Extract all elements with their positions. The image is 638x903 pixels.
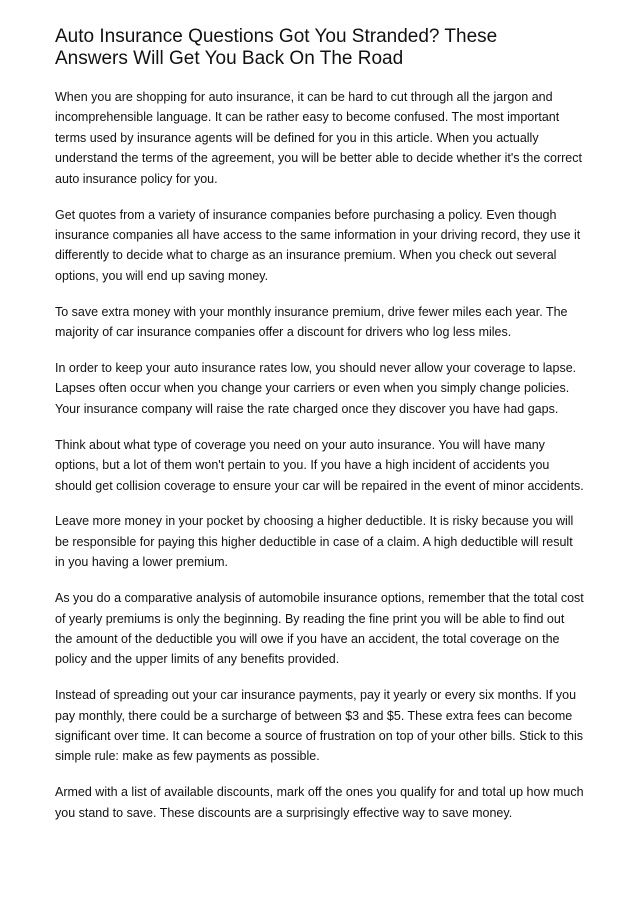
- title-line-1: Auto Insurance Questions Got You Stranded? These: [55, 26, 498, 47]
- document-title: [55, 26, 585, 70]
- title-line-2: Answers Will Get You Back On The Road: [55, 48, 404, 69]
- paragraph-5: Think about what type of coverage you need on your auto insurance. You will have many options, but a lot of them won't pertain to you. If you have a high incident of accidents you should get collision coverage to ensure your car will be repaired in the event of minor accidents.: [55, 437, 584, 493]
- paragraph-7: As you do a comparative analysis of automobile insurance options, remember that the total cost of yearly premiums is only the beginning. By reading the fine print you will be able to find out the amount of the deductible you will owe if you have an accident, the total coverage on the policy and the upper limits of any benefits provided.: [55, 591, 584, 667]
- document-page: [55, 26, 585, 839]
- paragraph-9: Armed with a list of available discounts, mark off the ones you qualify for and total up how much you stand to save. These discounts are a surprisingly effective way to save money.: [55, 785, 584, 820]
- paragraph-3: To save extra money with your monthly insurance premium, drive fewer miles each year. The majority of car insurance companies offer a discount for drivers who log less miles.: [55, 304, 568, 340]
- document-body: [55, 87, 585, 823]
- paragraph-4: In order to keep your auto insurance rates low, you should never allow your coverage to lapse. Lapses often occur when you change your carriers or even when you simply change policies. Your insurance company will raise the rate charged once they discover you have had gaps.: [55, 360, 577, 416]
- paragraph-8: Instead of spreading out your car insurance payments, pay it yearly or every six months. If you pay monthly, there could be a surcharge of between $3 and $5. These extra fees can become significant over time. It can become a source of frustration on top of your other bills. Stick to this simple rule: make as few payments as possible.: [55, 688, 584, 764]
- paragraph-1: When you are shopping for auto insurance, it can be hard to cut through all the jargon and incomprehensible language. It can be rather easy to become confused. The most important terms used by insurance agents will be defined for you in this article. When you actually understand the terms of the agreement, you will be better able to decide whether it's the correct auto insurance policy for you.: [55, 90, 582, 186]
- paragraph-2: Get quotes from a variety of insurance companies before purchasing a policy. Even though insurance companies all have access to the same information in your driving record, they use it differently to decide what to charge as an insurance premium. When you check out several options, you will end up saving money.: [55, 207, 581, 283]
- paragraph-6: Leave more money in your pocket by choosing a higher deductible. It is risky because you will be responsible for paying this higher deductible in case of a claim. A high deductible will result in you having a lower premium.: [55, 514, 574, 570]
